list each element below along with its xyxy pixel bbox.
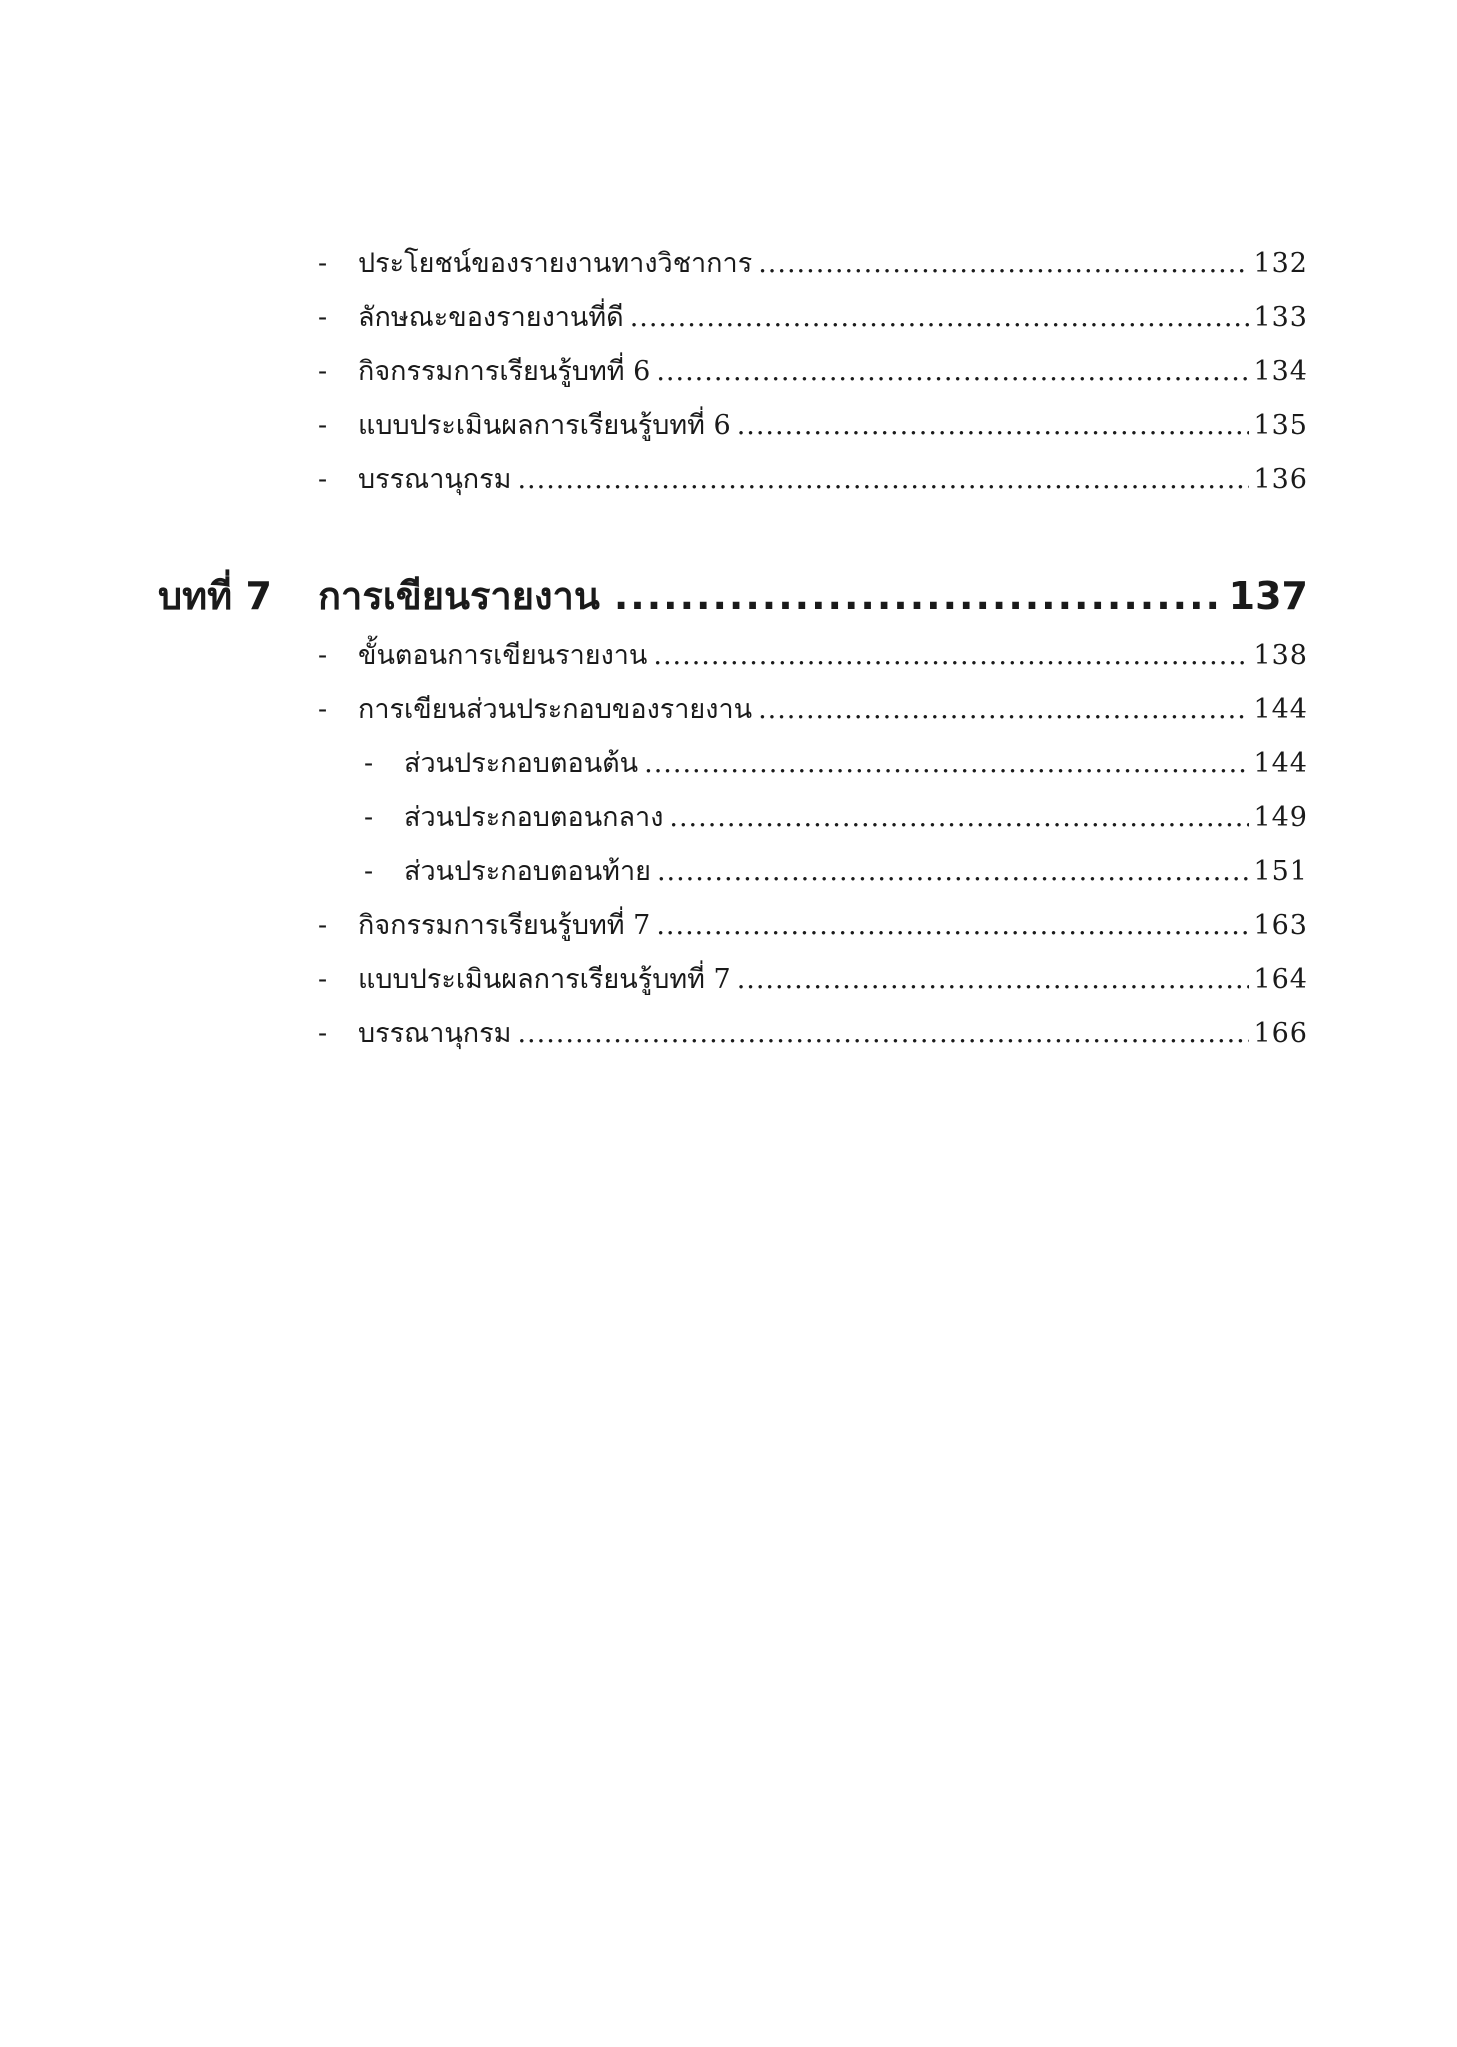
dot-leader — [737, 406, 1250, 446]
toc-entry-title: ส่วนประกอบตอนกลาง — [404, 802, 664, 833]
toc-entry-page: 133 — [1253, 302, 1308, 333]
toc-entry-dash: - — [364, 802, 374, 833]
toc-entry-dash: - — [318, 302, 328, 333]
dot-leader — [737, 960, 1250, 1000]
toc-entry-dash: - — [318, 964, 328, 995]
toc-entry-page: 138 — [1253, 640, 1308, 671]
toc-entry-title: กิจกรรมการเรียนรู้บทที่ 7 — [358, 910, 651, 941]
dot-leader — [644, 744, 1249, 784]
toc-subentry[interactable] — [364, 852, 1308, 892]
toc-entry-page: 134 — [1253, 356, 1308, 387]
toc-entry-dash: - — [318, 464, 328, 495]
toc-entry-dash: - — [318, 248, 328, 279]
toc-entry-page: 166 — [1253, 1018, 1308, 1049]
toc-entry-dash: - — [318, 910, 328, 941]
toc-entry-dash: - — [318, 410, 328, 441]
toc-entry-page: 132 — [1253, 248, 1308, 279]
toc-entry-page: 144 — [1253, 694, 1308, 725]
toc-entry-page: 144 — [1253, 748, 1308, 779]
dot-leader — [614, 568, 1217, 624]
toc-entry-title: บรรณานุกรม — [358, 464, 512, 495]
toc-entry-title: กิจกรรมการเรียนรู้บทที่ 6 — [358, 356, 651, 387]
toc-entry[interactable] — [318, 406, 1308, 446]
dot-leader — [656, 906, 1249, 946]
toc-entry-title: การเขียนส่วนประกอบของรายงาน — [358, 694, 753, 725]
toc-entry-page: 136 — [1253, 464, 1308, 495]
toc-entry-title: แบบประเมินผลการเรียนรู้บทที่ 7 — [358, 964, 731, 995]
toc-entry-dash: - — [318, 694, 328, 725]
dot-leader — [657, 852, 1250, 892]
toc-entry-title: ประโยชน์ของรายงานทางวิชาการ — [358, 248, 753, 279]
dot-leader — [669, 798, 1249, 838]
dot-leader — [653, 636, 1249, 676]
toc-entry-page: 163 — [1253, 910, 1308, 941]
toc-entry-title: ส่วนประกอบตอนต้น — [404, 748, 639, 779]
toc-entry-dash: - — [364, 748, 374, 779]
dot-leader — [758, 244, 1249, 284]
toc-entry[interactable] — [318, 352, 1308, 392]
chapter-page: 137 — [1228, 574, 1308, 618]
toc-entry[interactable] — [318, 298, 1308, 338]
toc-entry[interactable] — [318, 1014, 1308, 1054]
toc-entry-page: 135 — [1253, 410, 1308, 441]
toc-entry-dash: - — [318, 640, 328, 671]
dot-leader — [517, 460, 1249, 500]
toc-entry-dash: - — [318, 356, 328, 387]
dot-leader — [758, 690, 1249, 730]
toc-subentry[interactable] — [364, 798, 1308, 838]
toc-entry[interactable] — [318, 960, 1308, 1000]
toc-entry[interactable] — [318, 690, 1308, 730]
toc-entry[interactable] — [318, 636, 1308, 676]
dot-leader — [517, 1014, 1249, 1054]
toc-entry-title: บรรณานุกรม — [358, 1018, 512, 1049]
toc-entry-page: 151 — [1253, 856, 1308, 887]
dot-leader — [630, 298, 1250, 338]
chapter-title: การเขียนรายงาน — [318, 574, 600, 618]
toc-entry-title: ลักษณะของรายงานที่ดี — [358, 302, 624, 333]
toc-entry-dash: - — [364, 856, 374, 887]
toc-entry-title: ส่วนประกอบตอนท้าย — [404, 856, 651, 887]
chapter-heading[interactable] — [158, 568, 1308, 624]
dot-leader — [656, 352, 1249, 392]
toc-entry[interactable] — [318, 906, 1308, 946]
toc-entry-page: 149 — [1253, 802, 1308, 833]
toc-entry[interactable] — [318, 460, 1308, 500]
toc-entry-title: ขั้นตอนการเขียนรายงาน — [358, 640, 648, 671]
chapter-label: บทที่ 7 — [158, 574, 272, 618]
toc-subentry[interactable] — [364, 744, 1308, 784]
toc-entry[interactable] — [318, 244, 1308, 284]
toc-entry-page: 164 — [1253, 964, 1308, 995]
toc-entry-dash: - — [318, 1018, 328, 1049]
toc-entry-title: แบบประเมินผลการเรียนรู้บทที่ 6 — [358, 410, 731, 441]
